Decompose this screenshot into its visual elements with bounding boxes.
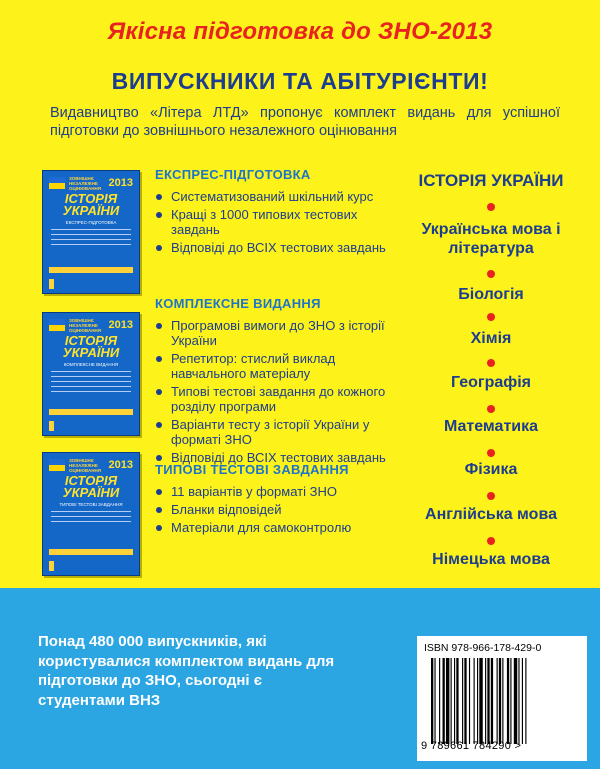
barcode-bar	[439, 658, 440, 744]
publisher-logo-icon	[49, 279, 54, 289]
barcode-bar	[518, 658, 519, 744]
barcode-bar	[502, 658, 503, 744]
separator-dot-icon	[487, 359, 495, 367]
subject-item: Географія	[450, 374, 532, 391]
headline: ВИПУСКНИКИ ТА АБІТУРІЄНТИ!	[111, 68, 489, 94]
publisher-logo-icon	[49, 561, 54, 571]
barcode	[431, 658, 581, 744]
list-item: Відповіді до ВСІХ тестових завдань	[155, 240, 395, 255]
barcode-bar	[525, 658, 526, 744]
list-express	[155, 189, 395, 258]
separator-dot-icon	[487, 537, 495, 545]
book-subtitle: ЕКСПРЕС-ПІДГОТОВКА	[65, 220, 117, 225]
book-subtitle: ТИПОВІ ТЕСТОВІ ЗАВДАННЯ	[59, 502, 123, 507]
barcode-bar	[522, 658, 523, 744]
barcode-bar	[456, 658, 458, 744]
separator-dot-icon	[487, 270, 495, 278]
separator-dot-icon	[487, 405, 495, 413]
section-title-complex: КОМПЛЕКСНЕ ВИДАННЯ	[155, 296, 321, 311]
barcode-bar	[443, 658, 445, 744]
barcode-bar	[499, 658, 501, 744]
barcode-bar	[446, 658, 449, 744]
barcode-bar	[485, 658, 486, 744]
graduates-statement: Понад 480 000 випускників, які користувалися комплектом видань для підготовки до ЗНО, сьогодні є студентами ВНЗ	[38, 633, 335, 709]
barcode-bar	[454, 658, 455, 744]
isbn-block	[417, 636, 587, 761]
isbn-label: ISBN 978-966-178-429-0	[424, 642, 542, 654]
list-complex	[155, 318, 395, 468]
book-subtitle: КОМПЛЕКСНЕ ВИДАННЯ	[63, 362, 119, 367]
book-title: ІСТОРІЯ УКРАЇНИ	[62, 191, 120, 218]
top-title: Якісна підготовка до ЗНО-2013	[107, 18, 493, 45]
subject-item: Біологія	[458, 286, 524, 303]
list-item: Відповіді до ВСІХ тестових завдань	[155, 450, 395, 465]
book-year: 2013	[108, 459, 133, 471]
list-item: Типові тестові завдання до кожного розділу програми	[155, 384, 395, 414]
book-band	[49, 549, 133, 555]
book-year: 2013	[108, 177, 133, 189]
list-typical	[155, 484, 395, 538]
flag-icon	[49, 459, 65, 471]
book-contents-lines	[51, 511, 131, 526]
section-title-typical: ТИПОВІ ТЕСТОВІ ЗАВДАННЯ	[155, 462, 349, 477]
publisher-logo-icon	[49, 421, 54, 431]
barcode-bar	[497, 658, 498, 744]
list-item: Програмові вимоги до ЗНО з історії України	[155, 318, 395, 348]
barcode-bar	[469, 658, 470, 744]
subject-item: Німецька мова	[432, 551, 550, 568]
subject-item: ІСТОРІЯ УКРАЇНИ	[418, 171, 564, 190]
subject-item: Українська мова і література	[421, 221, 561, 257]
barcode-number: 9 789661 784290 >	[421, 740, 522, 752]
separator-dot-icon	[487, 449, 495, 457]
barcode-bar	[431, 658, 433, 744]
book-title: ІСТОРІЯ УКРАЇНИ	[62, 333, 120, 360]
book-cover-typical	[42, 452, 140, 576]
list-item: 11 варіантів у форматі ЗНО	[155, 484, 395, 499]
barcode-bar	[434, 658, 435, 744]
book-contents-lines	[51, 229, 131, 249]
barcode-bar	[507, 658, 509, 744]
barcode-bar	[479, 658, 482, 744]
book-contents-lines	[51, 371, 131, 396]
book-series: ЗОВНІШНЄ НЕЗАЛЕЖНЕ ОЦІНЮВАННЯ	[69, 176, 101, 191]
flag-icon	[49, 177, 65, 189]
separator-dot-icon	[487, 492, 495, 500]
list-item: Систематизований шкільний курс	[155, 189, 395, 204]
list-item: Бланки відповідей	[155, 502, 395, 517]
list-item: Репетитор: стислий виклад навчального матеріалу	[155, 351, 395, 381]
flag-icon	[49, 319, 65, 331]
barcode-bar	[487, 658, 489, 744]
intro-text: Видавництво «Літера ЛТД» пропонує комплект видань для успішної підготовки до зовнішнього незалежного оцінювання	[50, 105, 560, 139]
separator-dot-icon	[487, 203, 495, 211]
book-series: ЗОВНІШНЄ НЕЗАЛЕЖНЕ ОЦІНЮВАННЯ	[69, 458, 101, 473]
separator-dot-icon	[487, 313, 495, 321]
book-band	[49, 267, 133, 273]
barcode-bar	[477, 658, 478, 744]
subject-item: Математика	[443, 418, 539, 435]
book-title: ІСТОРІЯ УКРАЇНИ	[62, 473, 120, 500]
book-year: 2013	[108, 319, 133, 331]
list-item: Матеріали для самоконтролю	[155, 520, 395, 535]
subject-item: Хімія	[470, 330, 512, 347]
barcode-bar	[491, 658, 493, 744]
section-title-express: ЕКСПРЕС-ПІДГОТОВКА	[155, 167, 311, 182]
barcode-bar	[474, 658, 475, 744]
book-cover-express	[42, 170, 140, 294]
barcode-bar	[514, 658, 517, 744]
subject-item: Фізика	[464, 461, 518, 478]
subject-item: Англійська мова	[425, 506, 557, 523]
barcode-bar	[451, 658, 452, 744]
list-item: Варіанти тесту з історії України у форматі ЗНО	[155, 417, 395, 447]
book-series: ЗОВНІШНЄ НЕЗАЛЕЖНЕ ОЦІНЮВАННЯ	[69, 318, 101, 333]
barcode-bar	[510, 658, 511, 744]
barcode-bar	[462, 658, 463, 744]
barcode-bar	[464, 658, 466, 744]
book-band	[49, 409, 133, 415]
book-cover-complex	[42, 312, 140, 436]
list-item: Кращі з 1000 типових тестових завдань	[155, 207, 395, 237]
